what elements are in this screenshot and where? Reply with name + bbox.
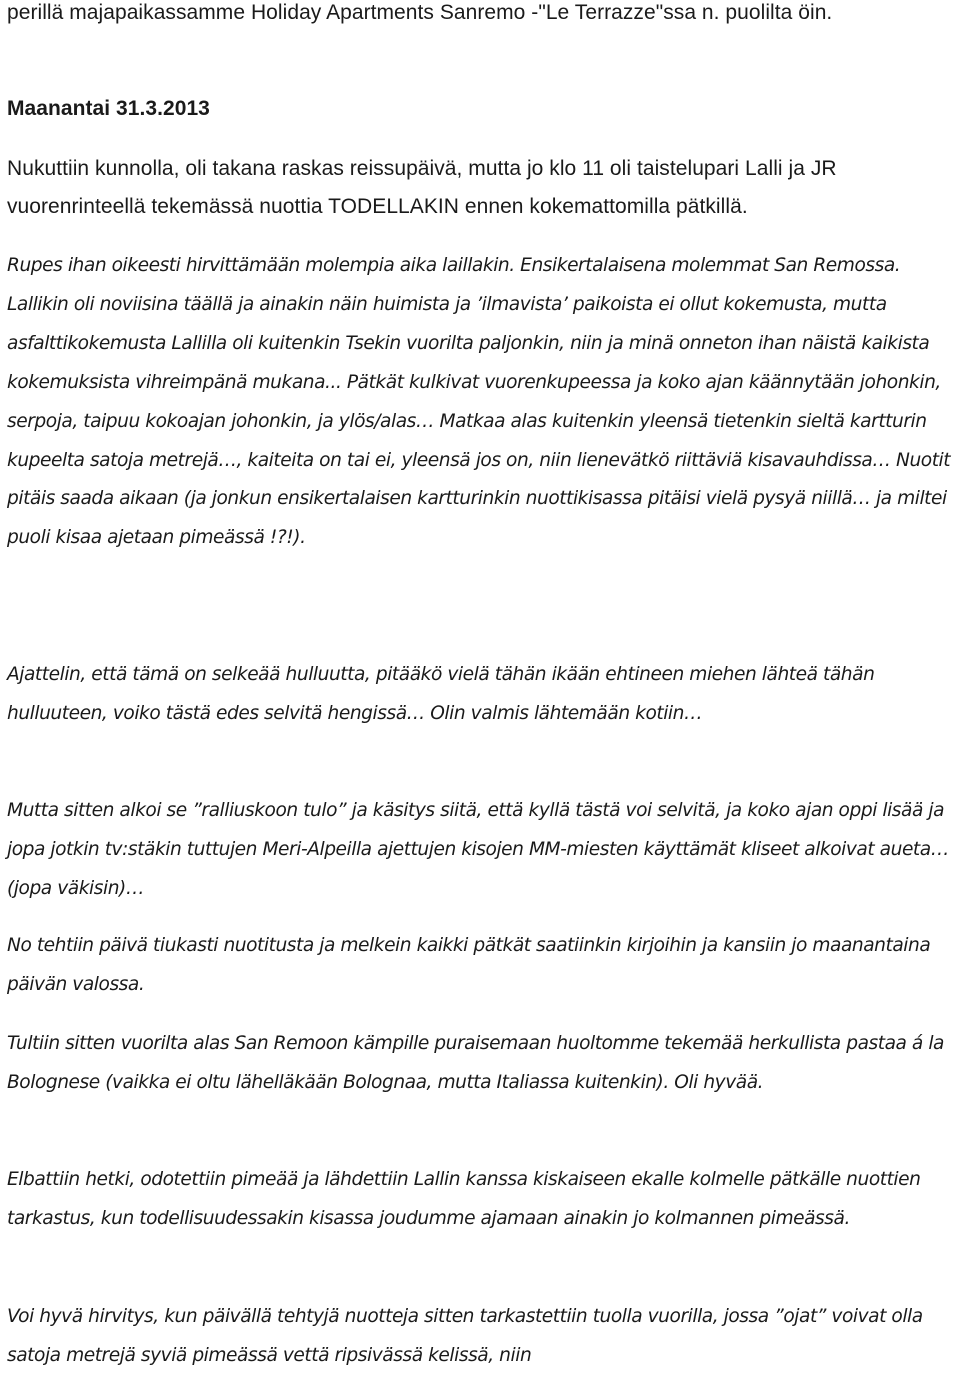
paragraph-4: No tehtiin päivä tiukasti nuotitusta ja melkein kaikki pätkät saatiinkin kirjoihin ja kansiin jo maanantaina päivän valossa. xyxy=(7,935,931,995)
paragraph-5: Tultiin sitten vuorilta alas San Remoon kämpille puraisemaan huoltomme tekemää herkullista pastaa á la Bolognese (vaikka ei oltu lähelläkään Bolognaa, mutta Italiassa kuitenkin). Oli hyvää. xyxy=(7,1033,944,1093)
paragraph-1-lead: Rupes ihan oikeesti hirvittämään molempia aika laillakin. Ensikertalaisena molemmat San Remossa. xyxy=(7,255,901,276)
paragraph-6: Elbattiin hetki, odotettiin pimeää ja lähdettiin Lallin kanssa kiskaiseen ekalle kolmelle pätkälle nuottien tarkastus, kun todellisuudessakin kisassa joudumme ajamaan ainakin jo kolmannen pimeässä. xyxy=(7,1169,921,1229)
intro-line: perillä majapaikassamme Holiday Apartments Sanremo -"Le Terrazze"ssa n. puolilta öin. xyxy=(7,1,833,24)
opening-paragraph: Nukuttiin kunnolla, oli takana raskas reissupäivä, mutta jo klo 11 oli taistelupari Lalli ja JR vuorenrinteellä tekemässä nuottia TODELLAKIN ennen kokemattomilla pätkillä. xyxy=(7,157,837,218)
paragraph-7: Voi hyvä hirvitys, kun päivällä tehtyjä nuotteja sitten tarkastettiin tuolla vuorilla, jossa ”ojat” voivat olla satoja metrejä syviä pimeässä vettä ripsivässä kelissä, niin xyxy=(7,1306,923,1366)
paragraph-2: Ajattelin, että tämä on selkeää hulluutta, pitääkö vielä tähän ikään ehtineen miehen lähteä tähän hulluuteen, voiko tästä edes selvitä hengissä… Olin valmis lähtemään kotiin… xyxy=(7,664,875,724)
paragraph-1-rest: Lallikin oli noviisina täällä ja ainakin näin huimista ja ’ilmavista’ paikoista ei ollut kokemusta, mutta asfalttikokemusta Lallilla oli kuitenkin Tsekin vuorilta paljonkin, niin ja minä onneton ihan näistä kaikista kokemuksista vihreimpänä mukana... Pätkät kulkivat vuorenkupeessa ja koko ajan käännytään johonkin, serpoja, taipuu kokoajan johonkin, ja ylös/alas… Matkaa alas kuitenkin yleensä tietenkin sieltä kartturin kupeelta satoja metrejä…, kaiteita on tai ei, yleensä jos on, niin lienevätkö riittäviä kisavauhdissa… Nuotit pitäis saada aikaan (ja jonkun ensikertalaisen kartturinkin nuottikisassa pitäisi vielä pysyä niillä… ja miltei puoli kisaa ajetaan pimeässä !?!). xyxy=(7,293,951,549)
paragraph-1 xyxy=(7,247,955,558)
paragraph-3: Mutta sitten alkoi se ”ralliuskoon tulo” ja käsitys siitä, että kyllä tästä voi selvitä, ja koko ajan oppi lisää ja jopa jotkin tv:stäkin tuttujen Meri-Alpeilla ajettujen kisojen MM-miesten käyttämät kliseet alkoivat aueta… (jopa väkisin)… xyxy=(7,800,949,899)
day-heading: Maanantai 31.3.2013 xyxy=(7,97,210,120)
